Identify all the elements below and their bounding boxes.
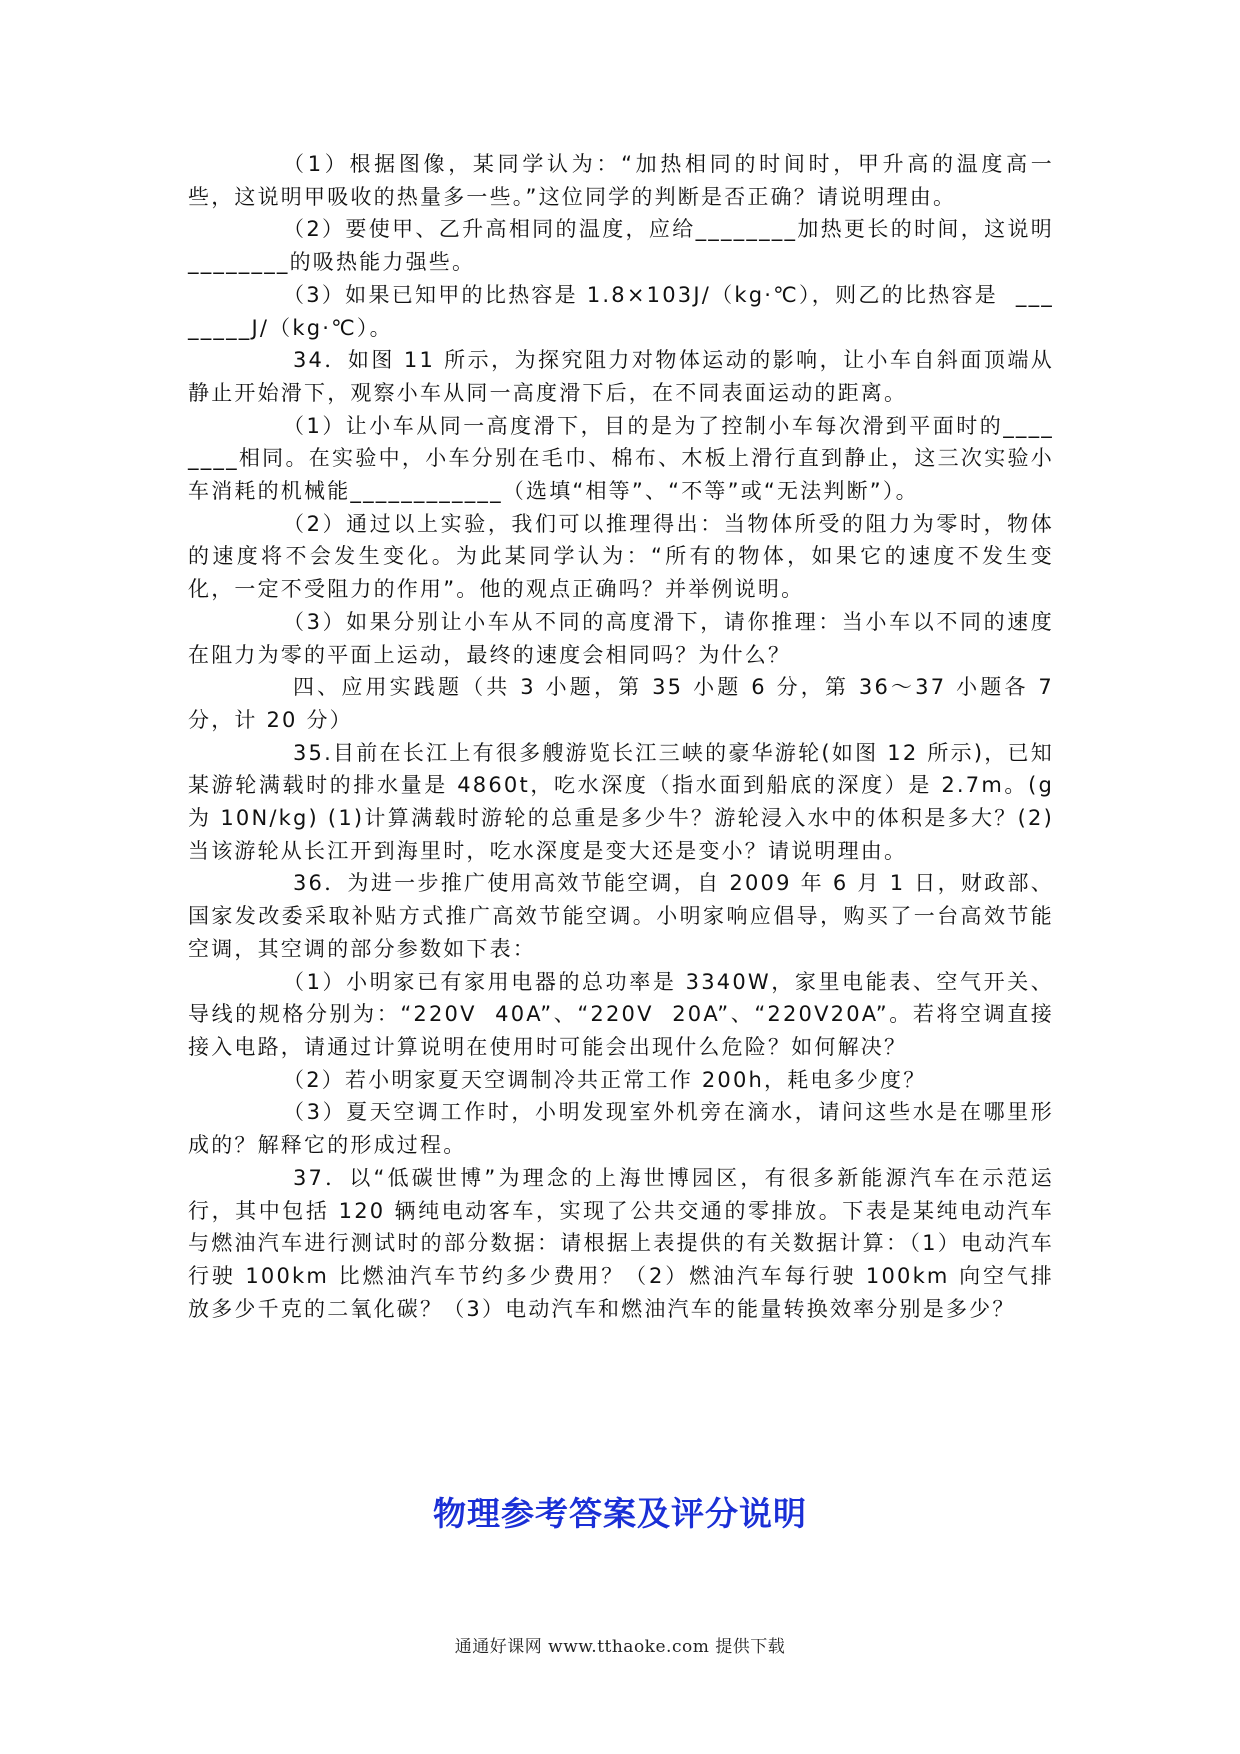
question-37: 37．以“低碳世博”为理念的上海世博园区，有很多新能源汽车在示范运行，其中包括 120 辆纯电动客车，实现了公共交通的零排放。下表是某纯电动汽车与燃油汽车进行测试时的部分数据：请根据上表提供的有关数据计算：（1）电动汽车行驶 100km 比燃油汽车节约多少费用？（2）燃油汽车每行驶 100km 向空气排放多少千克的二氧化碳？（3）电动汽车和燃油汽车的能量转换效率分别是多少？ <box>188 1165 1054 1321</box>
question-36-part-3: （3）夏天空调工作时，小明发现室外机旁在滴水，请问这些水是在哪里形成的？解释它的形成过程。 <box>188 1100 1054 1158</box>
question-34-part-2: （2）通过以上实验，我们可以推理得出：当物体所受的阻力为零时，物体的速度将不会发生变化。为此某同学认为：“所有的物体，如果它的速度不发生变化，一定不受阻力的作用”。他的观点正确吗？并举例说明。 <box>188 511 1054 602</box>
question-35: 35.目前在长江上有很多艘游览长江三峡的豪华游轮(如图 12 所示)，已知某游轮满载时的排水量是 4860t，吃水深度（指水面到船底的深度）是 2.7m。(g 为 10N/kg) (1)计算满载时游轮的总重是多少牛？游轮浸入水中的体积是多大？(2)当该游轮从长江开到海里时，吃水深度是变大还是变小？请说明理由。 <box>188 740 1063 863</box>
question-36-part-1: （1）小明家已有家用电器的总功率是 3340W，家里电能表、空气开关、导线的规格分别为：“220V 40A”、“220V 20A”、“220V20A”。若将空调直接接入电路，请通过计算说明在使用时可能会出现什么危险？如何解决？ <box>188 969 1054 1059</box>
question-33-part-2: （2）要使甲、乙升高相同的温度，应给________加热更长的时间，这说明________的吸热能力强些。 <box>188 217 1054 275</box>
question-34-stem: 34．如图 11 所示，为探究阻力对物体运动的影响，让小车自斜面顶端从静止开始滑下，观察小车从同一高度滑下后，在不同表面运动的距离。 <box>188 348 1054 405</box>
answer-section-title: 物理参考答案及评分说明 <box>433 1494 807 1533</box>
section-heading: 四、应用实践题（共 3 小题，第 35 小题 6 分，第 36～37 小题各 7 分，计 20 分） <box>188 675 1063 732</box>
question-36-part-2: （2）若小明家夏天空调制冷共正常工作 200h，耗电多少度？ <box>283 1067 927 1092</box>
question-33-part-1: （1）根据图像，某同学认为：“加热相同的时间时，甲升高的温度高一些，这说明甲吸收的热量多一些。”这位同学的判断是否正确？请说明理由。 <box>188 152 1054 209</box>
question-34-part-3: （3）如果分别让小车从不同的高度滑下，请你推理：当小车以不同的速度在阻力为零的平面上运动，最终的速度会相同吗？为什么？ <box>188 609 1054 667</box>
question-36-stem: 36．为进一步推广使用高效节能空调，自 2009 年 6 月 1 日，财政部、国家发改委采取补贴方式推广高效节能空调。小明家响应倡导，购买了一台高效节能空调，其空调的部分参数如下表： <box>188 871 1054 961</box>
page-footer: 通通好课网 www.tthaoke.com 提供下载 <box>454 1637 786 1657</box>
question-33-part-3: （3）如果已知甲的比热容是 1.8×103J/（kg·℃），则乙的比热容是 ________J/（kg·℃）。 <box>188 282 1054 340</box>
document-body <box>188 148 1063 1325</box>
question-34-part-1: （1）让小车从同一高度滑下，目的是为了控制小车每次滑到平面时的________相同。在实验中，小车分别在毛巾、棉布、木板上滑行直到静止，这三次实验小车消耗的机械能____________（选填“相等”、“不等”或“无法判断”）。 <box>188 413 1054 504</box>
